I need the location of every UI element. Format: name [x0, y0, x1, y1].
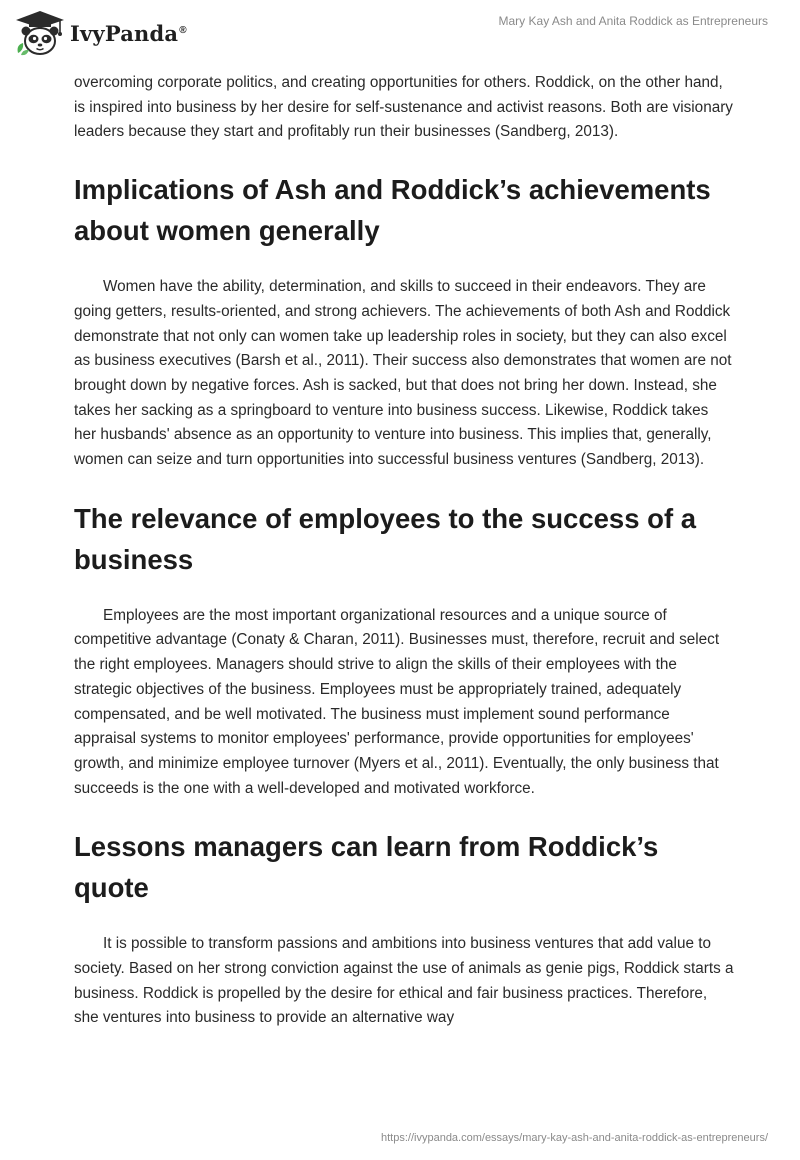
- brand-name: IvyPanda®: [70, 20, 187, 46]
- section-heading-employees: The relevance of employees to the success of a business: [74, 502, 697, 575]
- document-title: Mary Kay Ash and Anita Roddick as Entrepreneurs: [498, 14, 768, 28]
- registered-mark: ®: [179, 24, 187, 36]
- section-paragraph-lessons: It is possible to transform passions and ambitions into business ventures that add value to society. Based on her strong conviction against the use of animals as genie pigs, Roddick starts a business. Roddick is propelled by the desire for ethical and fair business practices. Therefore, she ventures into business to provide an alternative way: [74, 935, 734, 1027]
- ivypanda-logo[interactable]: [14, 9, 187, 57]
- essay-content: [74, 71, 734, 1031]
- section-paragraph-employees: Employees are the most important organizational resources and a unique source of competitive advantage (Conaty & Charan, 2011). Businesses must, therefore, recruit and select the right employees. Managers should strive to align the skills of their employees with the strategic objectives of the business. Employees must be appropriately trained, adequately compensated, and be well motivated. The business must implement sound performance appraisal systems to monitor employees' performance, provide opportunities for employees' growth, and minimize employee turnover (Myers et al., 2011). Eventually, the only business that succeeds is the one with a well-developed and motivated workforce.: [74, 606, 720, 797]
- source-url-link[interactable]: https://ivypanda.com/essays/mary-kay-ash-and-anita-roddick-as-entrepreneurs/: [381, 1132, 768, 1144]
- section-heading-lessons: Lessons managers can learn from Roddick’s quote: [74, 831, 659, 904]
- section-paragraph-women: Women have the ability, determination, and skills to succeed in their endeavors. They are going getters, results-oriented, and strong achievers. The achievements of both Ash and Roddick demonstrate that not only can women take up leadership roles in society, but they can also excel as business executives (Barsh et al., 2011). Their success also demonstrates that women are not brought down by negative forces. Ash is sacked, but that does not bring her down. Instead, she takes her sacking as a springboard to venture into business success. Likewise, Roddick takes her husbands' absence as an opportunity to venture into business. This implies that, generally, women can seize and turn opportunities into successful business ventures (Sandberg, 2013).: [74, 278, 732, 469]
- intro-paragraph: overcoming corporate politics, and creating opportunities for others. Roddick, on the other hand, is inspired into business by her desire for self-sustenance and activist reasons. Both are visionary leaders because they start and profitably run their businesses (Sandberg, 2013).: [74, 74, 733, 141]
- panda-graduate-icon: [14, 9, 66, 57]
- section-heading-women: Implications of Ash and Roddick’s achievements about women generally: [74, 174, 711, 247]
- page-header: [0, 0, 800, 64]
